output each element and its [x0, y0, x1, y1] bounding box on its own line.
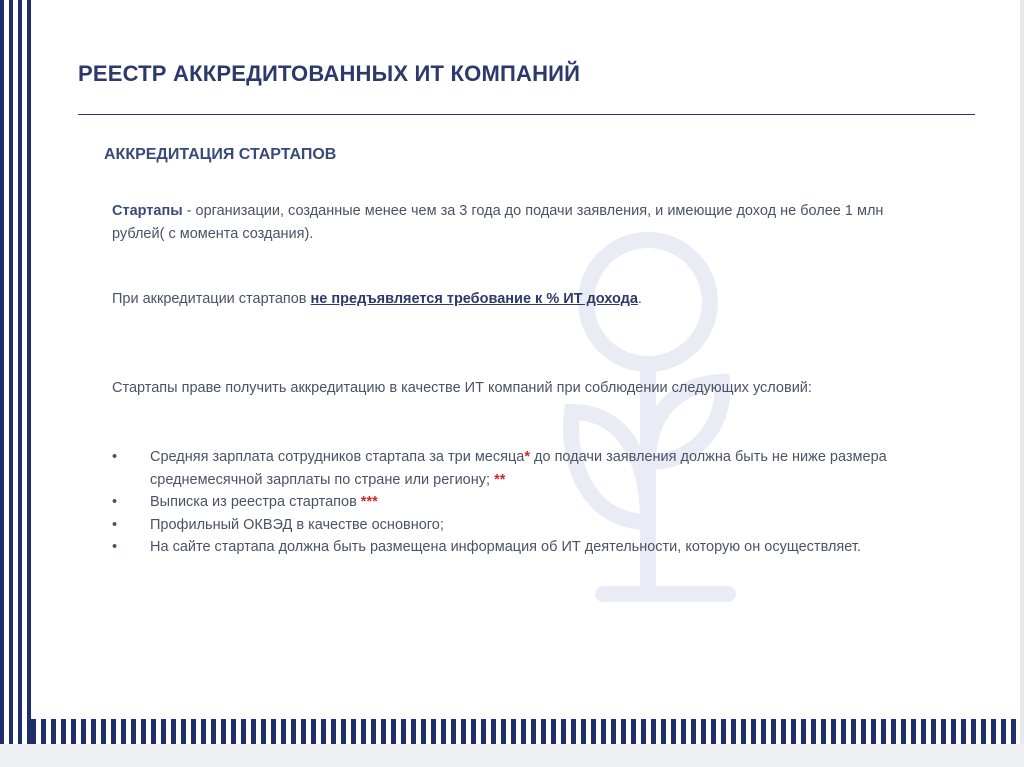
footnote-marker: *	[524, 449, 530, 465]
requirement-suffix: .	[637, 291, 642, 307]
definition-text: - организации, созданные менее чем за 3 года до подачи заявления, и имеющие доход не более 1 млн рублей( с момента создания).	[112, 203, 884, 242]
condition-salary-text: Средняя зарплата сотрудников стартапа за три месяца	[150, 449, 525, 465]
bullet-icon: •	[112, 494, 118, 510]
condition-registry-text: Выписка из реестра стартапов	[150, 494, 361, 510]
condition-salary-text-cont: до подачи заявления должна быть не ниже размера среднемесячной зарплаты по стране или региону;	[150, 449, 887, 488]
condition-website-text: На сайте стартапа должна быть размещена информация об ИТ деятельности, которую он осуществляет.	[150, 539, 861, 555]
footnote-marker: ***	[360, 494, 378, 510]
slide-border	[1020, 0, 1024, 744]
conditions-intro: Стартапы праве получить аккредитацию в качестве ИТ компаний при соблюдении следующих условий:	[112, 380, 812, 396]
definition-term: Стартапы	[112, 203, 183, 219]
list-item	[112, 536, 912, 559]
conditions-list	[112, 446, 912, 559]
bullet-icon: •	[112, 449, 118, 465]
list-item	[112, 514, 912, 537]
bottom-stripe-decoration	[31, 719, 1024, 744]
title-divider	[78, 114, 975, 115]
page-title: РЕЕСТР АККРЕДИТОВАННЫХ ИТ КОМПАНИЙ	[78, 61, 581, 86]
bullet-icon: •	[112, 516, 118, 533]
slide-frame	[0, 744, 1024, 767]
requirement-note	[112, 288, 642, 311]
footnote-marker: **	[494, 471, 506, 488]
requirement-highlight: не предъявляется требование к % ИТ дохода	[310, 291, 638, 307]
condition-okved-text: Профильный ОКВЭД в качестве основного;	[150, 516, 444, 533]
list-item	[112, 446, 912, 491]
requirement-prefix: При аккредитации стартапов	[112, 291, 311, 307]
bullet-icon: •	[112, 539, 118, 555]
section-title: АККРЕДИТАЦИЯ СТАРТАПОВ	[104, 146, 337, 163]
list-item	[112, 491, 912, 514]
startup-definition	[112, 200, 932, 246]
left-stripe-decoration	[0, 0, 31, 744]
